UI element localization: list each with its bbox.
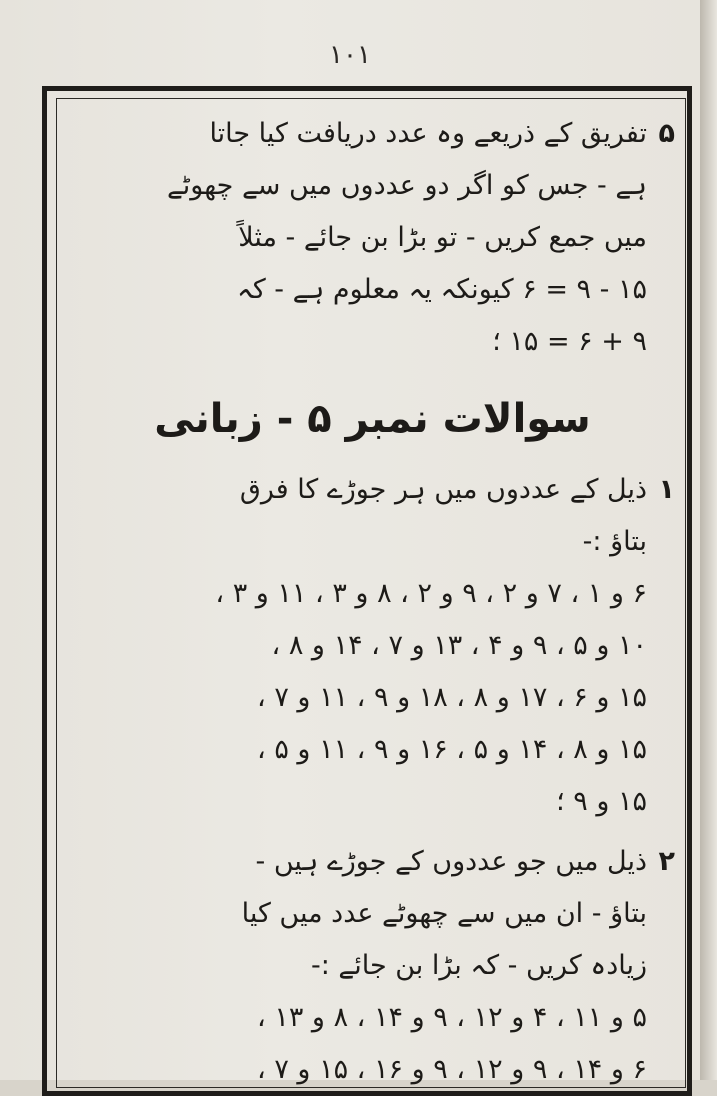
page-number: ۱۰۱	[329, 40, 371, 70]
number-pairs-line: ۵ و ۱۱ ، ۴ و ۱۲ ، ۹ و ۱۴ ، ۸ و ۱۳ ،	[257, 1002, 647, 1033]
number-pairs-line: ۱۵ و ۹ ؛	[556, 786, 647, 817]
paragraph-number: ۵	[658, 118, 675, 149]
section-heading: سوالات نمبر ۵ - زبانی	[154, 396, 591, 442]
number-pairs-line: ۱۵ و ۸ ، ۱۴ و ۵ ، ۱۶ و ۹ ، ۱۱ و ۵ ،	[257, 734, 647, 765]
question-text: ذیل میں جو عددوں کے جوڑے ہیں -	[255, 846, 647, 877]
number-pairs-line: ۶ و ۱۴ ، ۹ و ۱۲ ، ۹ و ۱۶ ، ۱۵ و ۷ ،	[257, 1054, 647, 1085]
paragraph-5	[70, 108, 675, 368]
question-2	[70, 836, 675, 1096]
paragraph-line	[70, 108, 675, 160]
question-1	[70, 464, 675, 828]
question-number: ۱	[658, 474, 675, 505]
question-line	[70, 836, 675, 888]
number-pairs-line: ۶ و ۱ ، ۷ و ۲ ، ۹ و ۲ ، ۸ و ۳ ، ۱۱ و ۳ ،	[215, 578, 647, 609]
question-text: ذیل کے عددوں میں ہر جوڑے کا فرق	[239, 474, 647, 505]
paragraph-line: ۹ + ۶ = ۱۵ ؛	[492, 326, 647, 357]
spacer	[70, 828, 675, 836]
page-content	[70, 108, 675, 1096]
number-pairs-line: ۱۰ و ۵ ، ۹ و ۴ ، ۱۳ و ۷ ، ۱۴ و ۸ ،	[271, 630, 647, 661]
paragraph-line: ۱۵ - ۹ = ۶ کیونکہ یہ معلوم ہے - کہ	[237, 274, 647, 305]
page-edge	[700, 0, 717, 1080]
question-line: بتاؤ - ان میں سے چھوٹے عدد میں کیا	[241, 898, 647, 929]
question-number: ۲	[658, 846, 675, 877]
question-line: بتاؤ :-	[582, 526, 647, 557]
paragraph-line: میں جمع کریں - تو بڑا بن جائے - مثلاً	[238, 222, 647, 253]
number-pairs-line: ۱۵ و ۶ ، ۱۷ و ۸ ، ۱۸ و ۹ ، ۱۱ و ۷ ،	[257, 682, 647, 713]
paragraph-text: تفریق کے ذریعے وہ عدد دریافت کیا جاتا	[209, 118, 647, 149]
paragraph-line: ہے - جس کو اگر دو عددوں میں سے چھوٹے	[166, 170, 647, 201]
question-line: زیادہ کریں - کہ بڑا بن جائے :-	[310, 950, 647, 981]
question-line	[70, 464, 675, 516]
